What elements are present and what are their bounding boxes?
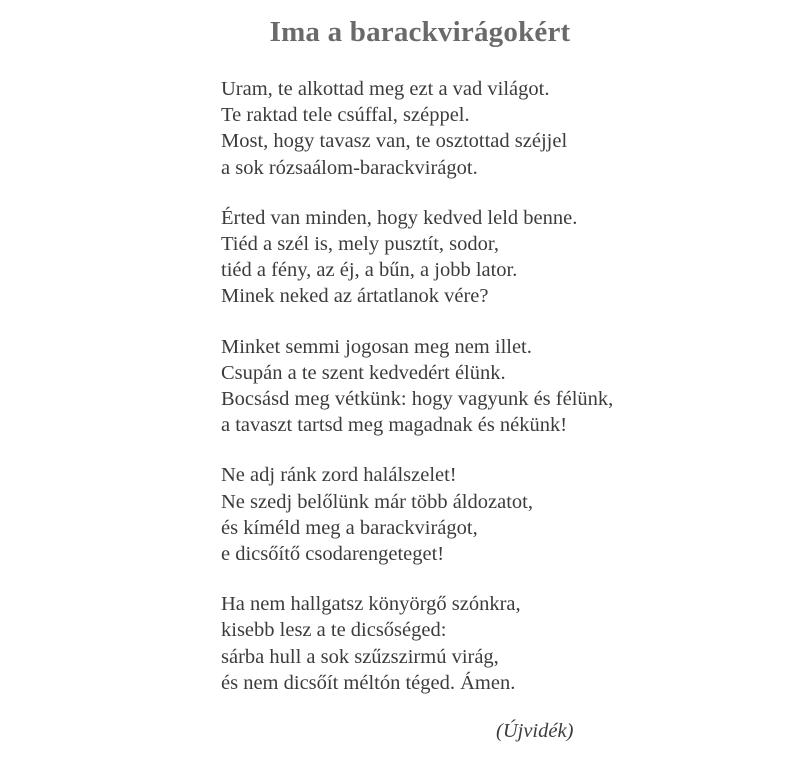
poem-line: Tiéd a szél is, mely pusztít, sodor, — [221, 233, 500, 256]
poem-line: Ne adj ránk zord halálszelet! — [221, 464, 457, 487]
poem-title: Ima a barackvirágokért — [269, 16, 571, 48]
poem-line: Minket semmi jogosan meg nem illet. — [221, 335, 532, 358]
poem-line: a tavaszt tartsd meg magadnak és nékünk! — [221, 414, 568, 437]
poem-line: Csupán a te szent kedvedért élünk. — [221, 361, 506, 384]
poem-line: és kíméld meg a barackvirágot, — [221, 516, 478, 539]
poem-line: Minek neked az ártatlanok vére? — [221, 285, 489, 308]
poem-line: Uram, te alkottad meg ezt a vad világot. — [221, 78, 550, 100]
poem-line: Ha nem hallgatsz könyörgő szónkra, — [221, 593, 521, 616]
stanza-4 — [221, 462, 691, 567]
poem-line: tiéd a fény, az éj, a bűn, a jobb lator. — [221, 259, 518, 282]
stanza-3 — [221, 334, 691, 439]
stanza-2 — [221, 205, 691, 310]
stanza-5 — [221, 591, 691, 696]
poem-line: Te raktad tele csúffal, széppel. — [221, 104, 470, 127]
poem-line: és nem dicsőít méltón téged. Ámen. — [221, 671, 516, 694]
poem-line: e dicsőítő csodarengeteget! — [221, 543, 445, 566]
poem-line: Most, hogy tavasz van, te osztottad széjjel — [221, 130, 568, 153]
poem-body — [221, 76, 691, 720]
poem-line: Ne szedj belőlünk már több áldozatot, — [221, 490, 533, 513]
poem-line: Bocsásd meg vétkünk: hogy vagyunk és félünk, — [221, 388, 614, 411]
stanza-1 — [221, 76, 691, 181]
poem-line: kisebb lesz a te dicsőséged: — [221, 619, 447, 642]
place-signature: (Újvidék) — [496, 720, 574, 742]
poem-line: a sok rózsaálom-barackvirágot. — [221, 156, 478, 179]
poem-line: Érted van minden, hogy kedved leld benne. — [221, 206, 578, 229]
poem-line: sárba hull a sok szűzszirmú virág, — [221, 645, 499, 668]
